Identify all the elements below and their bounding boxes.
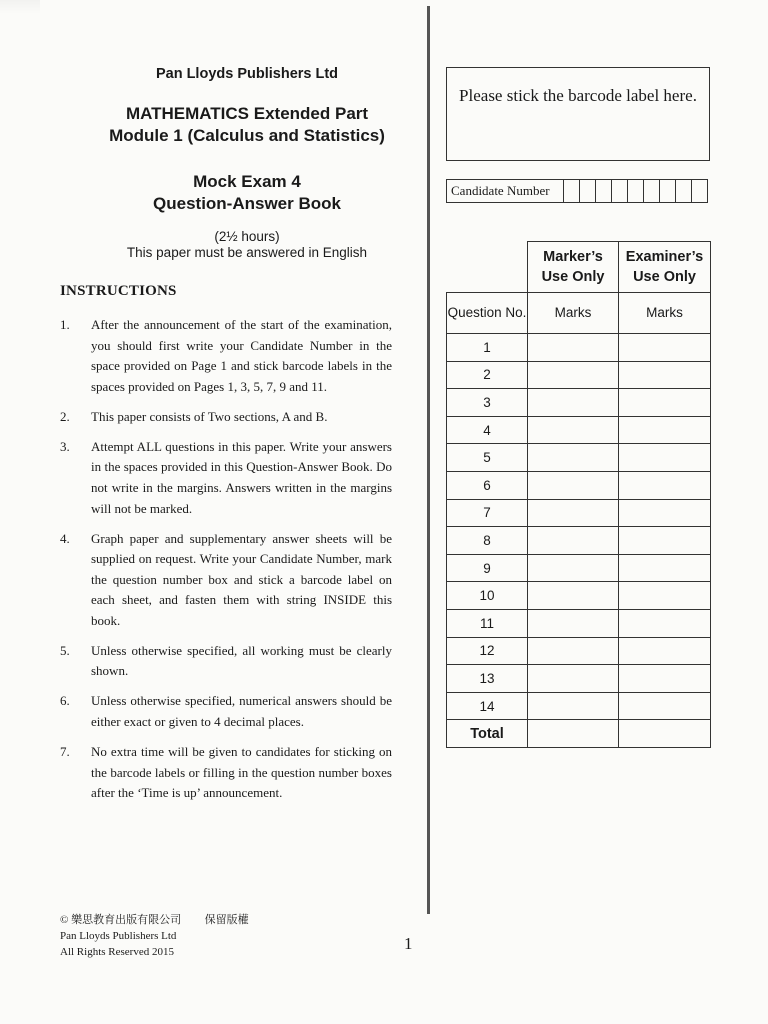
candidate-number-field[interactable] bbox=[446, 179, 708, 203]
markers-marks-cell[interactable] bbox=[528, 389, 619, 417]
duration-block bbox=[60, 229, 434, 261]
markers-marks-cell[interactable] bbox=[528, 582, 619, 610]
examiners-marks-cell[interactable] bbox=[619, 665, 711, 693]
examiners-marks-cell[interactable] bbox=[619, 582, 711, 610]
markers-marks-cell[interactable] bbox=[528, 554, 619, 582]
candidate-number-box[interactable] bbox=[564, 180, 580, 202]
table-row bbox=[447, 361, 711, 389]
markers-marks-cell[interactable] bbox=[528, 637, 619, 665]
instruction-text: Unless otherwise specified, all working must be clearly shown. bbox=[91, 642, 392, 679]
markers-marks-cell[interactable] bbox=[528, 692, 619, 720]
page-number: 1 bbox=[404, 934, 413, 953]
markers-marks-cell[interactable] bbox=[528, 334, 619, 362]
duration: (2½ hours) bbox=[214, 229, 280, 244]
instruction-text: This paper consists of Two sections, A and B. bbox=[91, 408, 328, 424]
examiners-marks-cell[interactable] bbox=[619, 554, 711, 582]
copyright-cn-line bbox=[60, 912, 249, 928]
question-number-cell: 3 bbox=[447, 389, 528, 417]
instruction-text: Attempt ALL questions in this paper. Write your answers in the spaces provided in this Question-Answer Book. Do not write in the margins. Answers written in the margins will not be marked. bbox=[91, 438, 392, 516]
markers-marks-cell[interactable] bbox=[528, 527, 619, 555]
instruction-item bbox=[60, 529, 392, 632]
instruction-number: 2. bbox=[60, 408, 70, 424]
instruction-number: 4. bbox=[60, 530, 70, 546]
examiners-header: Examiner’s Use Only bbox=[619, 242, 711, 293]
candidate-number-box[interactable] bbox=[596, 180, 612, 202]
instruction-number: 1. bbox=[60, 317, 70, 332]
exam-line-2: Question-Answer Book bbox=[153, 194, 341, 213]
question-number-cell: 7 bbox=[447, 499, 528, 527]
candidate-number-box[interactable] bbox=[612, 180, 628, 202]
instruction-number: 5. bbox=[60, 642, 70, 658]
instruction-number: 7. bbox=[60, 744, 70, 760]
candidate-number-box[interactable] bbox=[644, 180, 660, 202]
table-row bbox=[447, 389, 711, 417]
examiners-marks-label: Marks bbox=[619, 293, 711, 334]
table-row bbox=[447, 444, 711, 472]
table-corner bbox=[447, 242, 528, 293]
table-row bbox=[447, 582, 711, 610]
instruction-item bbox=[60, 691, 392, 732]
footer-publisher: Pan Lloyds Publishers Ltd bbox=[60, 930, 177, 942]
candidate-number-label: Candidate Number bbox=[447, 180, 564, 202]
markers-header: Marker’s Use Only bbox=[528, 242, 619, 293]
question-number-cell: 5 bbox=[447, 444, 528, 472]
instruction-text: No extra time will be given to candidates for sticking on the barcode labels or filling in the question number boxes after the ‘Time is up’ announcement. bbox=[91, 744, 392, 801]
table-row bbox=[447, 637, 711, 665]
examiners-marks-cell[interactable] bbox=[619, 416, 711, 444]
marks-table bbox=[446, 241, 711, 748]
candidate-number-box[interactable] bbox=[660, 180, 676, 202]
question-number-cell: 8 bbox=[447, 527, 528, 555]
instruction-text: Unless otherwise specified, numerical answers should be either exact or given to 4 decimal places. bbox=[91, 693, 392, 730]
examiners-marks-cell[interactable] bbox=[619, 499, 711, 527]
markers-marks-cell[interactable] bbox=[528, 444, 619, 472]
candidate-number-box[interactable] bbox=[692, 180, 707, 202]
total-label: Total bbox=[447, 720, 528, 748]
question-no-header: Question No. bbox=[447, 293, 528, 334]
table-row bbox=[447, 416, 711, 444]
markers-marks-cell[interactable] bbox=[528, 665, 619, 693]
table-row bbox=[447, 665, 711, 693]
instruction-number: 6. bbox=[60, 693, 70, 709]
instruction-number: 3. bbox=[60, 438, 70, 454]
question-number-cell: 2 bbox=[447, 361, 528, 389]
instructions-list bbox=[60, 315, 392, 813]
markers-marks-label: Marks bbox=[528, 293, 619, 334]
markers-marks-cell[interactable] bbox=[528, 471, 619, 499]
examiners-total-cell[interactable] bbox=[619, 720, 711, 748]
question-number-cell: 4 bbox=[447, 416, 528, 444]
question-number-cell: 1 bbox=[447, 334, 528, 362]
question-number-cell: 6 bbox=[447, 471, 528, 499]
markers-marks-cell[interactable] bbox=[528, 416, 619, 444]
table-row bbox=[447, 334, 711, 362]
table-row bbox=[447, 471, 711, 499]
exam-line-1: Mock Exam 4 bbox=[193, 172, 301, 191]
examiners-marks-cell[interactable] bbox=[619, 471, 711, 499]
examiners-marks-cell[interactable] bbox=[619, 389, 711, 417]
table-row bbox=[447, 499, 711, 527]
footer-rights: All Rights Reserved 2015 bbox=[60, 946, 174, 958]
copyright-footer bbox=[60, 912, 249, 960]
table-row bbox=[447, 609, 711, 637]
instruction-text: Graph paper and supplementary answer sheets will be supplied on request. Write your Candidate Number, mark the question number box and stick a barcode label on each sheet, and fasten them with string INSIDE this book. bbox=[91, 530, 392, 628]
examiners-marks-cell[interactable] bbox=[619, 692, 711, 720]
question-number-cell: 11 bbox=[447, 609, 528, 637]
examiners-marks-cell[interactable] bbox=[619, 361, 711, 389]
question-number-cell: 12 bbox=[447, 637, 528, 665]
instruction-item bbox=[60, 407, 392, 428]
examiners-marks-cell[interactable] bbox=[619, 527, 711, 555]
language-note: This paper must be answered in English bbox=[126, 245, 368, 260]
instruction-item bbox=[60, 641, 392, 682]
barcode-box bbox=[446, 67, 710, 161]
table-row bbox=[447, 554, 711, 582]
examiners-marks-cell[interactable] bbox=[619, 609, 711, 637]
question-number-cell: 10 bbox=[447, 582, 528, 610]
question-number-cell: 9 bbox=[447, 554, 528, 582]
instruction-item bbox=[60, 315, 392, 397]
examiners-marks-cell[interactable] bbox=[619, 637, 711, 665]
publisher-name: Pan Lloyds Publishers Ltd bbox=[155, 66, 339, 82]
candidate-number-box[interactable] bbox=[676, 180, 692, 202]
instruction-item bbox=[60, 742, 392, 804]
barcode-label: Please stick the barcode label here. bbox=[459, 86, 697, 105]
examiners-marks-cell[interactable] bbox=[619, 444, 711, 472]
question-number-cell: 13 bbox=[447, 665, 528, 693]
instruction-item bbox=[60, 437, 392, 519]
subject-line-2: Module 1 (Calculus and Statistics) bbox=[109, 126, 385, 145]
table-row bbox=[447, 527, 711, 555]
markers-total-cell[interactable] bbox=[528, 720, 619, 748]
markers-marks-cell[interactable] bbox=[528, 499, 619, 527]
candidate-number-box[interactable] bbox=[580, 180, 596, 202]
instructions-title: INSTRUCTIONS bbox=[60, 283, 177, 299]
subject-title bbox=[60, 103, 434, 147]
candidate-number-box[interactable] bbox=[628, 180, 644, 202]
instruction-text: After the announcement of the start of the examination, you should first write your Candidate Number in the space provided on Page 1 and stick barcode labels in the spaces provided on Pages 1, 3, 5, 7, 9 and 11. bbox=[91, 317, 392, 394]
rights-cn: 保留版權 bbox=[204, 914, 249, 926]
copyright-cn: © 樂思教育出版有限公司 bbox=[60, 914, 182, 926]
markers-marks-cell[interactable] bbox=[528, 361, 619, 389]
markers-marks-cell[interactable] bbox=[528, 609, 619, 637]
scan-mark bbox=[0, 0, 40, 14]
examiners-marks-cell[interactable] bbox=[619, 334, 711, 362]
question-number-cell: 14 bbox=[447, 692, 528, 720]
subject-line-1: MATHEMATICS Extended Part bbox=[125, 104, 369, 123]
exam-title bbox=[60, 171, 434, 215]
table-row bbox=[447, 692, 711, 720]
